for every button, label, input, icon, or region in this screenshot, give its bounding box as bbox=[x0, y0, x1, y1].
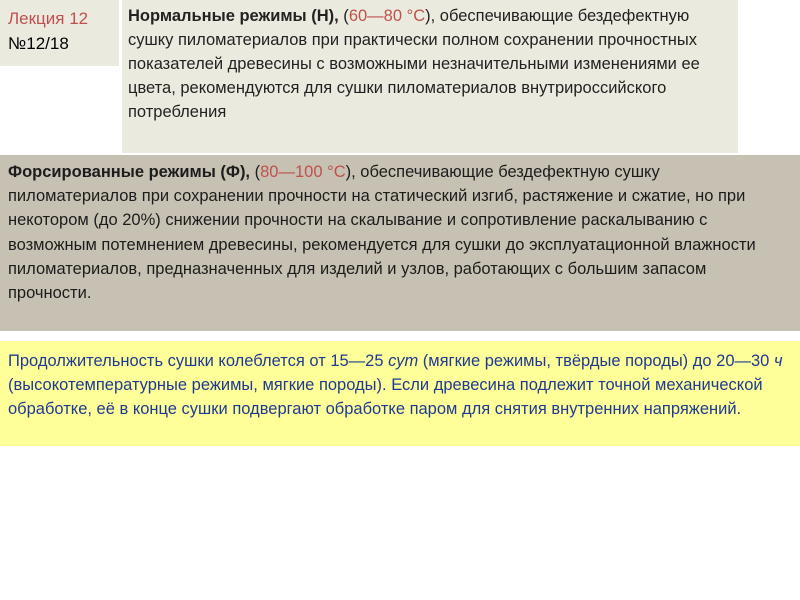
lecture-number: №12/18 bbox=[8, 34, 69, 53]
lecture-title: Лекция 12 bbox=[8, 9, 89, 28]
forced-modes-temp: 80—100 °С bbox=[260, 163, 346, 181]
duration-unit-hours: ч bbox=[773, 352, 783, 370]
forced-modes-text: ), обеспечивающие бездефектную сушку пиломатериалов при сохранении прочности на статический изгиб, растяжение и сжатие, но при некотором (до 20%) снижении прочности на скалывание и сопротивление раскалыванию с возможным потемнением древесины, рекомендуется для сушки до эксплуатационной влажности пиломатериалов, предназначенных для изделий и узлов, работающих с большим запасом прочности. bbox=[8, 163, 756, 303]
lecture-label-box bbox=[0, 0, 119, 66]
duration-text-3: (высокотемпературные режимы, мягкие породы). Если древесина подлежит точной механической обработке, её в конце сушки подвергают обработке паром для снятия внутренних напряжений. bbox=[8, 376, 763, 418]
normal-modes-text: ), обеспечивающие бездефектную сушку пиломатериалов при практически полном сохранении прочностных показателей древесины с возможными незначительными изменениями ее цвета, рекомендуются для сушки пиломатериалов внутрироссийского потребления bbox=[128, 7, 700, 121]
duration-unit-days: сут bbox=[388, 352, 419, 370]
normal-modes-term: Нормальные режимы (Н), bbox=[128, 7, 339, 25]
normal-modes-temp: 60—80 °С bbox=[348, 7, 426, 25]
duration-text-2: (мягкие режимы, твёрдые породы) до 20—30 bbox=[418, 352, 774, 370]
drying-duration-block bbox=[0, 341, 800, 446]
normal-modes-block: Нормальные режимы (Н), (60—80 °С), обеспечивающие бездефектную сушку пиломатериалов при практически полном сохранении прочностных показателей древесины с возможными незначительными изменениями ее цвета, рекомендуются для сушки пиломатериалов внутрироссийского потребления bbox=[122, 0, 738, 153]
forced-modes-block: Форсированные режимы (Ф), (80—100 °С), обеспечивающие бездефектную сушку пиломатериалов при сохранении прочности на статический изгиб, растяжение и сжатие, но при некотором (до 20%) снижении прочности на скалывание и сопротивление раскалыванию с возможным потемнением древесины, рекомендуется для сушки до эксплуатационной влажности пиломатериалов, предназначенных для изделий и узлов, работающих с большим запасом прочности. bbox=[0, 155, 800, 331]
duration-text-1: Продолжительность сушки колеблется от 15—25 bbox=[8, 352, 389, 370]
forced-modes-term: Форсированные режимы (Ф), bbox=[8, 163, 251, 181]
